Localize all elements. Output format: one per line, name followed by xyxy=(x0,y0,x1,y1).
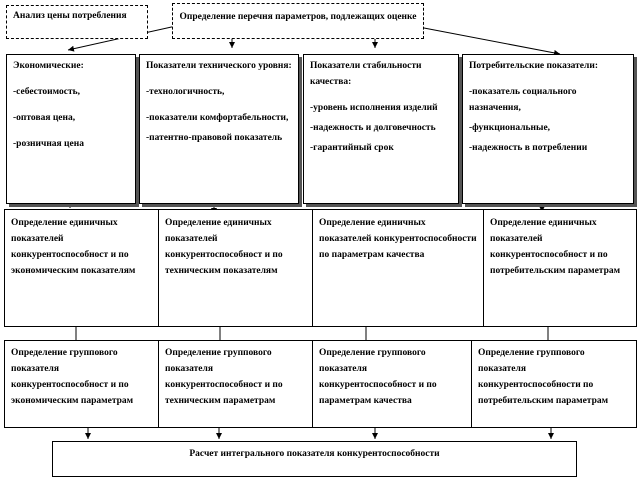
category-item: -функциональные, xyxy=(469,123,551,133)
single-indicator-text: Определение единичных показателей конкурентоспособност и по техническим показателям xyxy=(165,218,286,276)
category-consumer xyxy=(462,54,634,204)
group-indicator-text: Определение группового показателя конкурентоспособност и по техническим параметрам xyxy=(165,348,286,406)
group-indicator-quality xyxy=(312,340,472,428)
arrow-to-consumer xyxy=(424,28,560,54)
category-title: Потребительские показатели: xyxy=(469,61,598,71)
category-item: -оптовая цена, xyxy=(13,113,76,123)
category-title: Показатели технического уровня: xyxy=(146,61,292,71)
category-item: -надежность в потреблении xyxy=(469,143,588,153)
single-indicator-quality xyxy=(312,209,484,327)
group-indicator-consumer xyxy=(471,340,637,428)
single-indicator-economic xyxy=(4,209,159,327)
category-title: Показатели стабильности качества: xyxy=(310,61,424,87)
group-indicator-text: Определение группового показателя конкурентоспособност и по экономическим параметрам xyxy=(11,348,134,406)
integral-indicator-text: Расчет интегрального показателя конкурентоспособности xyxy=(189,449,440,459)
category-item: -показатели комфортабельности, xyxy=(146,113,289,123)
category-technical xyxy=(139,54,299,204)
group-indicator-economic xyxy=(4,340,159,428)
category-item: -розничная цена xyxy=(13,139,84,149)
category-item: -надежность и долговечность xyxy=(310,123,436,133)
single-indicator-consumer xyxy=(483,209,637,327)
single-indicator-text: Определение единичных показателей конкурентоспособности по параметрам качества xyxy=(319,218,479,260)
definition-text: Определение перечня параметров, подлежащих оценке xyxy=(179,12,417,22)
category-item: -уровень исполнения изделий xyxy=(310,103,438,113)
category-title: Экономические: xyxy=(13,61,84,71)
category-item: -патентно-правовой показатель xyxy=(146,133,283,143)
group-indicator-text: Определение группового показателя конкурентоспособност и по параметрам качества xyxy=(319,348,440,406)
single-indicator-text: Определение единичных показателей конкурентоспособност и по потребительским параметрам xyxy=(490,218,621,276)
definition-box xyxy=(172,3,424,39)
group-indicator-text: Определение группового показателя конкурентоспособности по потребительским параметрам xyxy=(478,348,609,406)
group-indicator-technical xyxy=(158,340,313,428)
category-quality xyxy=(303,54,459,204)
category-item: -показатель социального назначения, xyxy=(469,87,579,113)
single-indicator-text: Определение единичных показателей конкурентоспособност и по экономическим показателям xyxy=(11,218,136,276)
category-item: -себестоимость, xyxy=(13,87,81,97)
category-item: -технологичность, xyxy=(146,87,225,97)
category-item: -гарантийный срок xyxy=(310,143,394,153)
single-indicator-technical xyxy=(158,209,313,327)
analysis-box xyxy=(6,5,148,39)
analysis-text: Анализ цены потребления xyxy=(13,11,127,21)
category-economic xyxy=(6,54,136,204)
integral-indicator-box xyxy=(52,441,577,477)
